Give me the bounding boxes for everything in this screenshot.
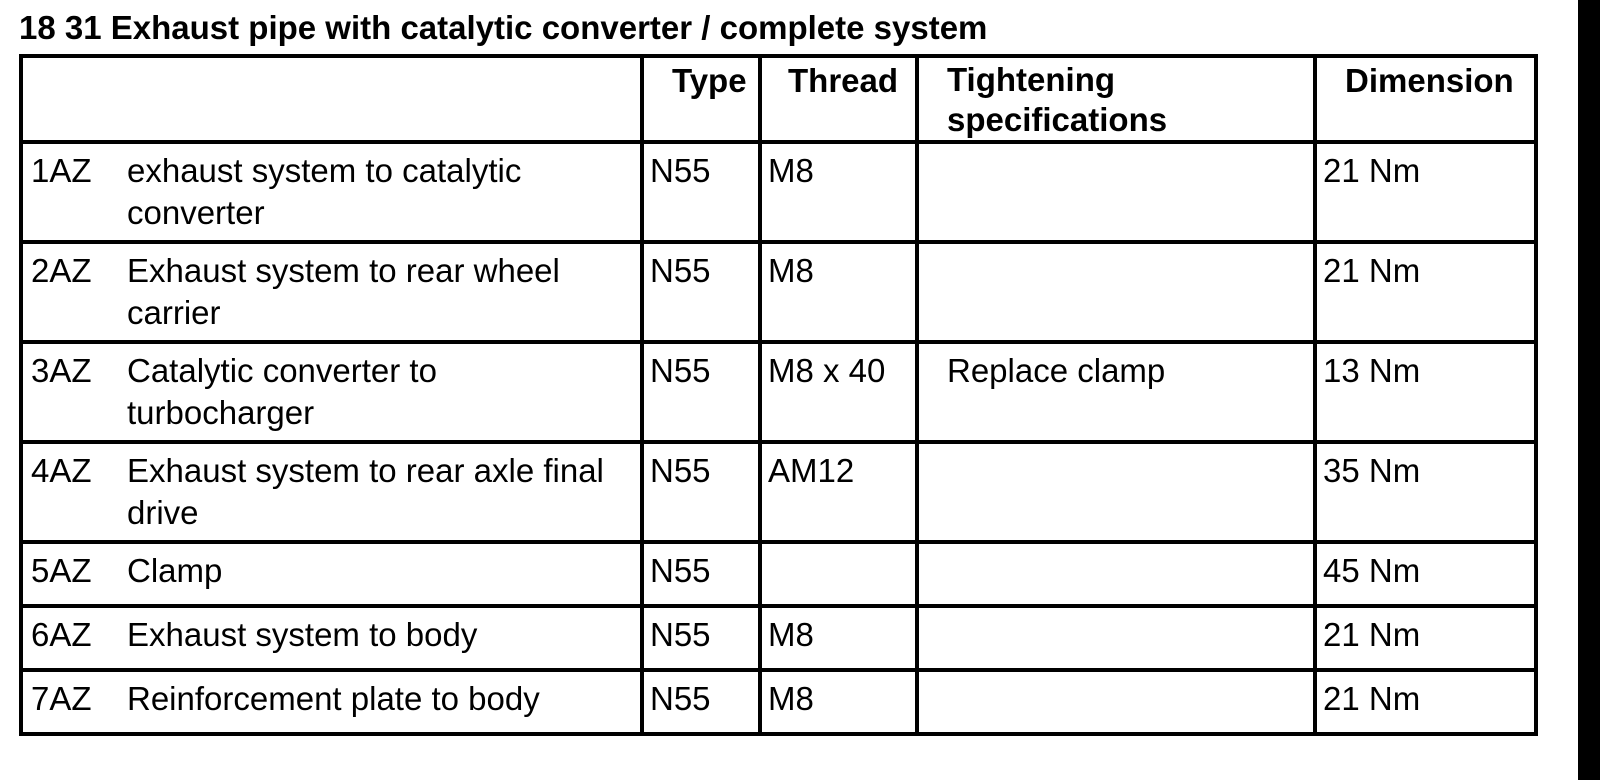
row-description-cell bbox=[21, 342, 642, 442]
page-title: 18 31 Exhaust pipe with catalytic converter / complete system bbox=[19, 9, 988, 46]
table-row bbox=[21, 142, 1536, 242]
table-row bbox=[21, 242, 1536, 342]
row-type: N55 bbox=[642, 606, 760, 670]
header-thread: Thread bbox=[760, 56, 917, 142]
row-tightening-spec bbox=[917, 606, 1315, 670]
row-thread: M8 bbox=[760, 670, 917, 734]
torque-spec-table bbox=[19, 54, 1538, 736]
row-description: Clamp bbox=[127, 552, 223, 589]
row-thread: M8 bbox=[760, 606, 917, 670]
row-tightening-spec: Replace clamp bbox=[917, 342, 1315, 442]
row-dimension: 21 Nm bbox=[1315, 242, 1536, 342]
row-dimension: 21 Nm bbox=[1315, 606, 1536, 670]
row-type: N55 bbox=[642, 342, 760, 442]
row-description-cell bbox=[21, 542, 642, 606]
row-tightening-spec bbox=[917, 670, 1315, 734]
table-row bbox=[21, 542, 1536, 606]
position-code: 7AZ bbox=[31, 680, 92, 717]
row-type: N55 bbox=[642, 442, 760, 542]
row-type: N55 bbox=[642, 142, 760, 242]
row-description: exhaust system to catalytic converter bbox=[127, 152, 522, 231]
row-type: N55 bbox=[642, 542, 760, 606]
row-dimension: 13 Nm bbox=[1315, 342, 1536, 442]
row-description-cell bbox=[21, 242, 642, 342]
row-type: N55 bbox=[642, 670, 760, 734]
row-description: Catalytic converter to turbocharger bbox=[127, 352, 437, 431]
table-row bbox=[21, 670, 1536, 734]
row-description-cell bbox=[21, 670, 642, 734]
row-dimension: 21 Nm bbox=[1315, 670, 1536, 734]
table-row bbox=[21, 606, 1536, 670]
row-description-cell bbox=[21, 442, 642, 542]
row-description-cell bbox=[21, 142, 642, 242]
header-dimension: Dimension bbox=[1315, 56, 1536, 142]
row-dimension: 35 Nm bbox=[1315, 442, 1536, 542]
row-description: Reinforcement plate to body bbox=[127, 680, 540, 717]
row-tightening-spec bbox=[917, 242, 1315, 342]
page-edge-bar bbox=[1578, 0, 1600, 780]
header-blank bbox=[21, 56, 642, 142]
row-type: N55 bbox=[642, 242, 760, 342]
position-code: 2AZ bbox=[31, 252, 92, 289]
row-description: Exhaust system to rear wheel carrier bbox=[127, 252, 560, 331]
row-thread bbox=[760, 542, 917, 606]
position-code: 1AZ bbox=[31, 152, 92, 189]
row-thread: M8 x 40 bbox=[760, 342, 917, 442]
position-code: 5AZ bbox=[31, 552, 92, 589]
position-code: 6AZ bbox=[31, 616, 92, 653]
row-description: Exhaust system to rear axle final drive bbox=[127, 452, 604, 531]
position-code: 4AZ bbox=[31, 452, 92, 489]
table-row bbox=[21, 342, 1536, 442]
row-description: Exhaust system to body bbox=[127, 616, 478, 653]
position-code: 3AZ bbox=[31, 352, 92, 389]
header-row bbox=[21, 56, 1536, 142]
header-tightening-specifications: Tightening specifications bbox=[917, 56, 1315, 142]
row-thread: M8 bbox=[760, 142, 917, 242]
row-tightening-spec bbox=[917, 542, 1315, 606]
row-tightening-spec bbox=[917, 142, 1315, 242]
table-row bbox=[21, 442, 1536, 542]
row-tightening-spec bbox=[917, 442, 1315, 542]
header-type: Type bbox=[642, 56, 760, 142]
row-description-cell bbox=[21, 606, 642, 670]
row-thread: M8 bbox=[760, 242, 917, 342]
row-thread: AM12 bbox=[760, 442, 917, 542]
row-dimension: 21 Nm bbox=[1315, 142, 1536, 242]
row-dimension: 45 Nm bbox=[1315, 542, 1536, 606]
